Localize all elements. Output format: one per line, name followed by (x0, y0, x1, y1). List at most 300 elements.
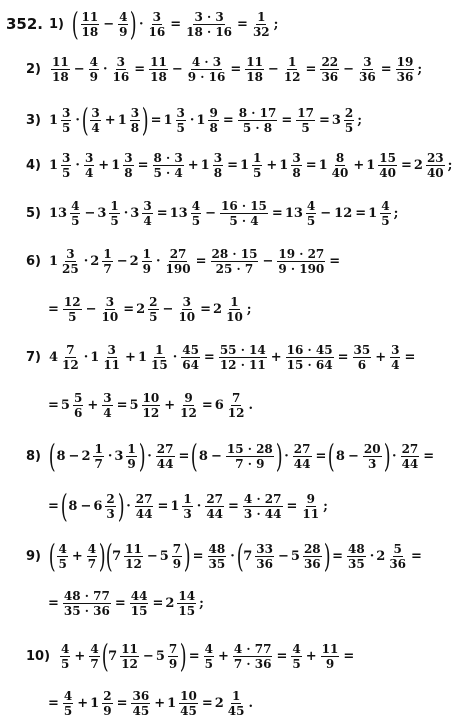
fraction (109, 200, 119, 227)
math-text: ; (393, 206, 399, 221)
denominator: 9 (172, 556, 182, 571)
denominator: 7 · 9 (235, 456, 265, 471)
denominator: 9 (103, 704, 112, 718)
numerator: 1 (231, 689, 241, 703)
fraction (102, 392, 112, 419)
denominator: 12 (142, 406, 160, 420)
numerator: 1 (288, 55, 297, 69)
numerator: 4 (71, 199, 80, 213)
denominator: 36 (389, 556, 407, 571)
denominator: 45 (132, 704, 150, 718)
numerator: 28 · 15 (211, 247, 258, 261)
operator: = (423, 448, 435, 464)
solution-line (46, 392, 254, 419)
parenthesis: ( (105, 537, 113, 575)
operator: = (195, 254, 207, 269)
parenthesis: ( (191, 437, 199, 475)
whole-part: 5 (159, 548, 169, 564)
item-label: 1) (49, 16, 65, 32)
operator: = (271, 206, 283, 221)
whole-part: 1 (49, 158, 59, 173)
denominator: 15 (178, 604, 196, 618)
parenthesis: ) (323, 537, 331, 575)
whole-part: 7 (243, 548, 253, 564)
numerator: 5 (73, 391, 83, 405)
mixed-number (90, 344, 123, 371)
operator: = (114, 596, 126, 611)
numerator: 1 (183, 491, 192, 506)
numerator: 9 (306, 491, 315, 506)
operator: = (170, 16, 182, 32)
fraction (73, 392, 83, 419)
denominator: 18 (150, 70, 167, 84)
denominator: 18 (52, 70, 69, 84)
numerator: 3 (91, 105, 100, 120)
fraction (277, 248, 325, 275)
numerator: 3 (130, 105, 140, 120)
operator: = (222, 112, 234, 128)
fraction (142, 248, 152, 275)
operator: + (353, 158, 365, 173)
fraction (179, 690, 198, 717)
solution-line (26, 248, 342, 275)
denominator: 5 (306, 214, 316, 228)
denominator: 9 (168, 656, 178, 671)
item-label: 3) (26, 112, 41, 128)
fraction (153, 152, 184, 179)
whole-part: 2 (129, 254, 139, 269)
solution-line (26, 56, 423, 83)
numerator: 3 (176, 105, 185, 120)
numerator: 1 (253, 151, 262, 165)
fraction (105, 493, 115, 520)
numerator: 9 (184, 391, 193, 405)
operator: = (286, 498, 298, 514)
mixed-number (49, 152, 73, 179)
numerator: 12 (63, 295, 81, 309)
fraction (124, 543, 143, 570)
fraction (135, 493, 154, 520)
operator: − (68, 448, 80, 464)
solution-line (26, 344, 417, 371)
operator: = (329, 254, 341, 269)
mixed-number (165, 590, 198, 617)
operator: − (343, 62, 355, 77)
whole-part: 2 (81, 448, 91, 464)
whole-part: 1 (239, 158, 250, 173)
denominator: 36 (359, 70, 376, 84)
whole-part: 1 (49, 112, 59, 128)
whole-part: 13 (49, 206, 68, 221)
fraction (344, 107, 354, 134)
parenthesis: ) (98, 537, 106, 575)
operator: · (230, 548, 235, 564)
numerator: 3 (62, 151, 71, 165)
numerator: 3 (391, 343, 400, 357)
fraction (286, 344, 334, 371)
whole-part: 1 (90, 696, 100, 711)
parenthesis: ) (141, 101, 149, 139)
numerator: 3 (363, 55, 372, 69)
parenthesis: ( (48, 437, 56, 475)
operator: − (142, 648, 154, 664)
mixed-number (156, 643, 180, 670)
mixed-number (61, 392, 85, 419)
parenthesis: ( (81, 101, 89, 139)
fraction (61, 152, 71, 179)
mixed-number (368, 200, 392, 227)
denominator: 7 (90, 656, 99, 671)
numerator: 35 (353, 343, 371, 357)
denominator: 7 (103, 262, 112, 276)
fraction (191, 200, 201, 227)
operator: = (123, 302, 135, 317)
operator: = (48, 302, 59, 317)
denominator: 11 (103, 358, 121, 372)
denominator: 8 (292, 166, 301, 180)
denominator: 7 (87, 556, 97, 571)
operator: · (83, 350, 89, 365)
operator: + (87, 398, 99, 413)
mixed-number (129, 392, 162, 419)
numerator: 2 (344, 105, 354, 120)
whole-part: 1 (318, 158, 328, 173)
operator: · (147, 448, 152, 464)
fraction (130, 590, 149, 617)
fraction (208, 107, 218, 134)
fraction (156, 443, 175, 470)
numerator: 3 (84, 151, 94, 165)
numerator: 27 (206, 491, 224, 506)
mixed-number (291, 543, 324, 570)
numerator: 1 (110, 199, 119, 213)
operator: = (305, 62, 317, 77)
denominator: 9 (89, 70, 98, 84)
item-label: 6) (26, 254, 41, 269)
denominator: 15 · 64 (286, 358, 333, 372)
denominator: 12 (227, 406, 245, 420)
operator: = (116, 696, 128, 711)
math-text: 8 (198, 448, 208, 464)
mixed-number (81, 443, 105, 470)
whole-part: 2 (214, 696, 224, 711)
fraction (213, 152, 223, 179)
item-label: 4) (26, 158, 41, 173)
denominator: 12 (125, 556, 142, 571)
operator: + (104, 112, 116, 128)
denominator: 64 (182, 358, 199, 372)
fraction (150, 344, 169, 371)
numerator: 23 (426, 151, 444, 165)
denominator: 12 · 11 (219, 358, 266, 372)
denominator: 5 (68, 310, 77, 324)
numerator: 19 · 27 (278, 247, 325, 261)
fraction (353, 344, 372, 371)
operator: = (411, 548, 422, 564)
numerator: 3 (124, 151, 133, 165)
operator: + (187, 158, 199, 173)
denominator: 5 (62, 120, 71, 135)
denominator: 18 (81, 24, 99, 39)
solution-line (26, 437, 436, 475)
operator: = (227, 158, 238, 173)
fraction (204, 643, 214, 670)
fraction (168, 643, 178, 670)
fraction (176, 107, 186, 134)
operator: = (48, 696, 59, 711)
numerator: 1 (230, 295, 239, 309)
denominator: 4 (84, 166, 94, 180)
math-text: ; (357, 112, 363, 128)
numerator: 4 (61, 641, 70, 656)
numerator: 3 (107, 343, 116, 357)
numerator: 28 (303, 541, 321, 556)
fraction (120, 643, 139, 670)
denominator: 40 (379, 166, 396, 180)
numerator: 2 (149, 295, 158, 309)
denominator: 36 (396, 70, 414, 84)
numerator: 55 · 14 (219, 343, 266, 357)
fraction (306, 200, 316, 227)
operator: = (228, 498, 239, 514)
math-text: ; (417, 62, 423, 77)
mixed-number (138, 344, 171, 371)
item-label: 2) (26, 62, 41, 77)
denominator: 15 (150, 358, 168, 372)
operator: − (103, 16, 115, 32)
mixed-number (49, 344, 82, 371)
fraction (89, 56, 99, 83)
denominator: 5 (204, 656, 213, 671)
numerator: 4 · 77 (233, 641, 272, 656)
fraction (390, 344, 400, 371)
numerator: 20 (363, 441, 381, 456)
whole-part: 3 (130, 206, 140, 221)
denominator: 8 (130, 120, 140, 135)
numerator: 11 (121, 641, 138, 656)
mixed-number (170, 200, 203, 227)
operator: − (171, 62, 183, 77)
fraction (243, 493, 283, 520)
whole-part: 3 (331, 112, 341, 128)
denominator: 45 (180, 704, 197, 718)
operator: = (48, 596, 59, 611)
fraction (401, 443, 420, 470)
operator: = (337, 350, 349, 365)
whole-part: 1 (366, 158, 376, 173)
parenthesis: ( (71, 5, 79, 43)
whole-part: 5 (60, 398, 70, 413)
fraction (331, 152, 350, 179)
denominator: 4 (91, 120, 100, 135)
operator: · (75, 112, 80, 128)
fraction (63, 690, 73, 717)
fraction (102, 690, 112, 717)
operator: = (203, 350, 215, 365)
numerator: 4 (119, 9, 128, 24)
denominator: 5 (176, 120, 185, 135)
numerator: 48 · 77 (63, 589, 110, 603)
denominator: 6 (73, 406, 83, 420)
denominator: 4 (391, 358, 400, 372)
operator: + (305, 648, 317, 664)
operator: + (98, 158, 110, 173)
fraction (220, 200, 268, 227)
fraction (142, 392, 161, 419)
math-text: ; (246, 302, 252, 317)
numerator: 5 (393, 541, 402, 556)
fraction (70, 200, 80, 227)
fraction (321, 643, 340, 670)
denominator: 32 (252, 24, 270, 39)
numerator: 19 (396, 55, 414, 69)
whole-part: 4 (49, 350, 59, 365)
whole-part: 2 (165, 596, 175, 611)
denominator: 5 · 8 (242, 120, 273, 135)
operator: − (262, 254, 274, 269)
mixed-number (201, 152, 225, 179)
numerator: 4 (204, 641, 213, 656)
fraction (347, 543, 366, 570)
operator: + (375, 350, 387, 365)
whole-part: 1 (117, 112, 127, 128)
denominator: 8 (213, 166, 223, 180)
solution-line (26, 101, 363, 139)
denominator: 45 (227, 704, 245, 718)
mixed-number (130, 200, 154, 227)
parenthesis: ) (275, 437, 283, 475)
fraction (363, 443, 382, 470)
fraction (205, 493, 224, 520)
denominator: 44 (401, 456, 419, 471)
solution-line (26, 152, 453, 179)
numerator: 48 (208, 541, 226, 556)
numerator: 3 (66, 247, 75, 261)
whole-part: 1 (111, 158, 121, 173)
denominator: 5 (110, 214, 119, 228)
whole-part: 1 (163, 112, 173, 128)
numerator: 27 (156, 441, 174, 456)
denominator: 9 · 190 (278, 262, 325, 276)
fraction (177, 590, 196, 617)
whole-part: 1 (170, 498, 180, 514)
numerator: 11 (246, 55, 263, 69)
whole-part: 7 (108, 648, 118, 664)
fraction (61, 107, 71, 134)
mixed-number (130, 248, 154, 275)
denominator: 5 (63, 704, 73, 718)
numerator: 4 (381, 199, 390, 213)
denominator: 12 (180, 406, 197, 420)
parenthesis: ( (101, 637, 109, 675)
operator: = (48, 498, 59, 514)
whole-part: 2 (376, 548, 386, 564)
operator: − (84, 206, 96, 221)
operator: = (134, 62, 146, 77)
fraction (90, 107, 100, 134)
denominator: 5 (61, 656, 70, 671)
fraction (60, 643, 70, 670)
operator: − (80, 498, 92, 514)
denominator: 9 (119, 24, 128, 39)
denominator: 9 · 16 (187, 70, 226, 84)
operator: = (404, 350, 416, 365)
numerator: 4 · 3 (191, 55, 222, 69)
fraction (130, 107, 140, 134)
numerator: 3 (292, 151, 301, 165)
fraction (283, 56, 302, 83)
whole-part: 7 (112, 548, 122, 564)
whole-part: 1 (167, 696, 177, 711)
whole-part: 2 (136, 302, 146, 317)
fraction (291, 152, 301, 179)
numerator: 15 (379, 151, 396, 165)
fraction (255, 543, 274, 570)
math-text: 8 (68, 498, 78, 514)
denominator: 5 (149, 310, 158, 324)
fraction (245, 56, 264, 83)
operator: = (355, 206, 367, 221)
denominator: 9 (325, 656, 335, 671)
whole-part: 2 (213, 302, 223, 317)
whole-part: 2 (413, 158, 423, 173)
mixed-number (366, 152, 399, 179)
fraction (293, 443, 312, 470)
denominator: 40 (331, 166, 349, 180)
fraction (147, 11, 166, 38)
denominator: 4 (103, 406, 112, 420)
denominator: 10 (226, 310, 243, 324)
solution-line (46, 487, 329, 525)
whole-part: 6 (214, 398, 224, 413)
fraction (358, 56, 377, 83)
whole-part: 3 (97, 206, 107, 221)
fraction (131, 690, 150, 717)
operator: − (73, 62, 85, 77)
numerator: 3 (103, 391, 112, 405)
fraction (87, 543, 97, 570)
numerator: 4 (306, 199, 316, 213)
operator: = (192, 548, 204, 564)
numerator: 8 (335, 151, 345, 165)
numerator: 7 (168, 641, 178, 656)
numerator: 44 (130, 589, 148, 603)
numerator: 27 (135, 491, 153, 506)
mixed-number (376, 543, 409, 570)
math-text: ; (447, 158, 453, 173)
numerator: 27 (401, 441, 419, 456)
mixed-number (243, 543, 276, 570)
parenthesis: ) (138, 437, 146, 475)
fraction (61, 344, 80, 371)
fraction (185, 11, 233, 38)
numerator: 22 (321, 55, 339, 69)
fraction (89, 643, 99, 670)
numerator: 36 (132, 689, 150, 703)
operator: − (116, 254, 128, 269)
whole-part: 13 (284, 206, 303, 221)
parenthesis: ) (383, 437, 391, 475)
fraction (211, 248, 259, 275)
numerator: 3 (116, 55, 126, 69)
operator: − (278, 548, 289, 564)
mixed-number (213, 296, 246, 323)
fraction (81, 11, 100, 38)
fraction (378, 152, 397, 179)
fraction (426, 152, 445, 179)
denominator: 15 (130, 604, 148, 618)
parenthesis: ( (60, 487, 68, 525)
